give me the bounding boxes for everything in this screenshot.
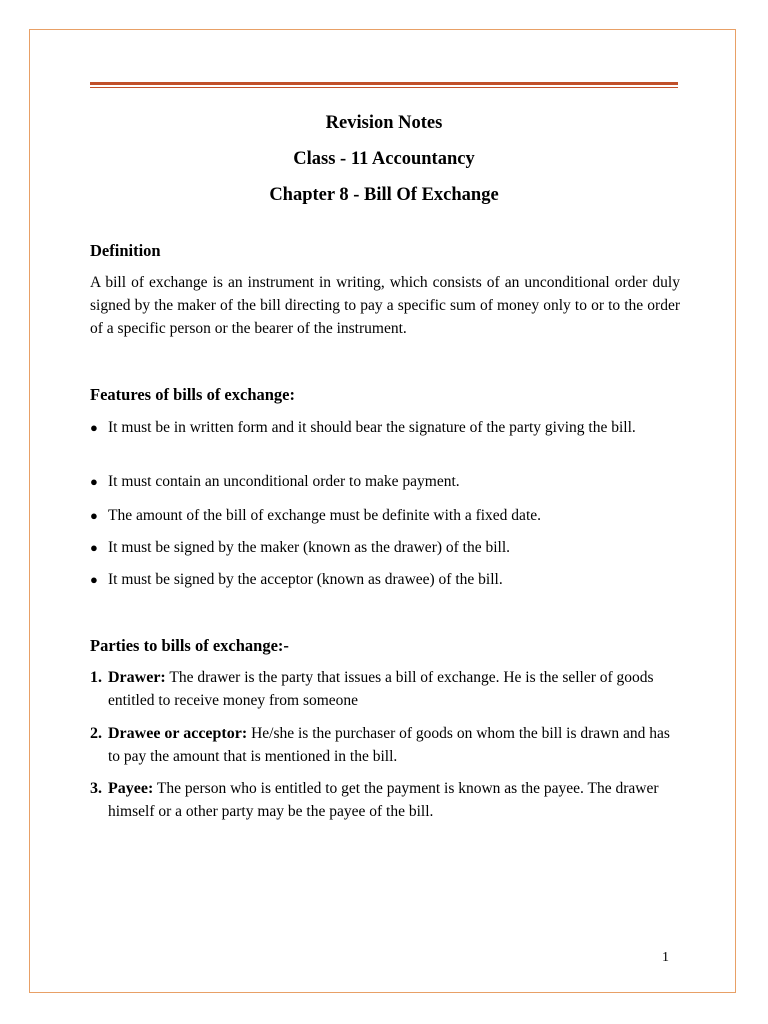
party-item xyxy=(90,722,680,768)
feature-text: It must contain an unconditional order to make payment. xyxy=(108,473,460,490)
party-term: Drawer: xyxy=(108,669,166,686)
feature-text: It must be signed by the acceptor (known as drawee) of the bill. xyxy=(108,571,503,588)
feature-text: The amount of the bill of exchange must be definite with a fixed date. xyxy=(108,507,542,524)
party-description: The person who is entitled to get the payment is known as the payee. The drawer himself or a other party may be the payee of the bill. xyxy=(108,780,659,820)
bullet-icon: ● xyxy=(90,508,98,523)
party-number: 1. xyxy=(90,669,102,686)
party-item xyxy=(90,666,680,712)
definition-heading: Definition xyxy=(90,241,161,260)
party-number: 3. xyxy=(90,780,102,797)
parties-heading: Parties to bills of exchange:- xyxy=(90,636,289,655)
feature-text: It must be in written form and it should bear the signature of the party giving the bill. xyxy=(108,419,636,436)
bullet-icon: ● xyxy=(90,540,98,555)
features-heading: Features of bills of exchange: xyxy=(90,385,296,404)
party-number: 2. xyxy=(90,725,102,742)
definition-text: A bill of exchange is an instrument in writing, which consists of an unconditional order duly signed by the maker of the bill directing to pay a specific sum of money only to or to the order of a specific person or the bearer of the instrument. xyxy=(90,274,680,337)
doc-class: Class - 11 Accountancy xyxy=(293,149,475,169)
feature-item xyxy=(90,537,680,558)
header-rule-thick xyxy=(90,82,678,85)
bullet-icon: ● xyxy=(90,420,98,435)
bullet-icon: ● xyxy=(90,572,98,587)
party-item xyxy=(90,777,680,823)
feature-item xyxy=(90,417,680,438)
bullet-icon: ● xyxy=(90,474,98,489)
page-number: 1 xyxy=(662,950,669,965)
header-rule-thin xyxy=(90,87,678,88)
party-description: He/she is the purchaser of goods on whom the bill is drawn and has to pay the amount that is mentioned in the bill. xyxy=(108,725,670,765)
party-term: Drawee or acceptor: xyxy=(108,725,248,742)
party-term: Payee: xyxy=(108,780,154,797)
doc-chapter: Chapter 8 - Bill Of Exchange xyxy=(269,185,499,205)
feature-item xyxy=(90,505,680,526)
feature-item xyxy=(90,569,680,590)
party-description: The drawer is the party that issues a bill of exchange. He is the seller of goods entitled to receive money from someone xyxy=(108,669,654,709)
doc-title: Revision Notes xyxy=(325,113,443,133)
feature-item xyxy=(90,471,680,492)
feature-text: It must be signed by the maker (known as the drawer) of the bill. xyxy=(108,539,511,556)
